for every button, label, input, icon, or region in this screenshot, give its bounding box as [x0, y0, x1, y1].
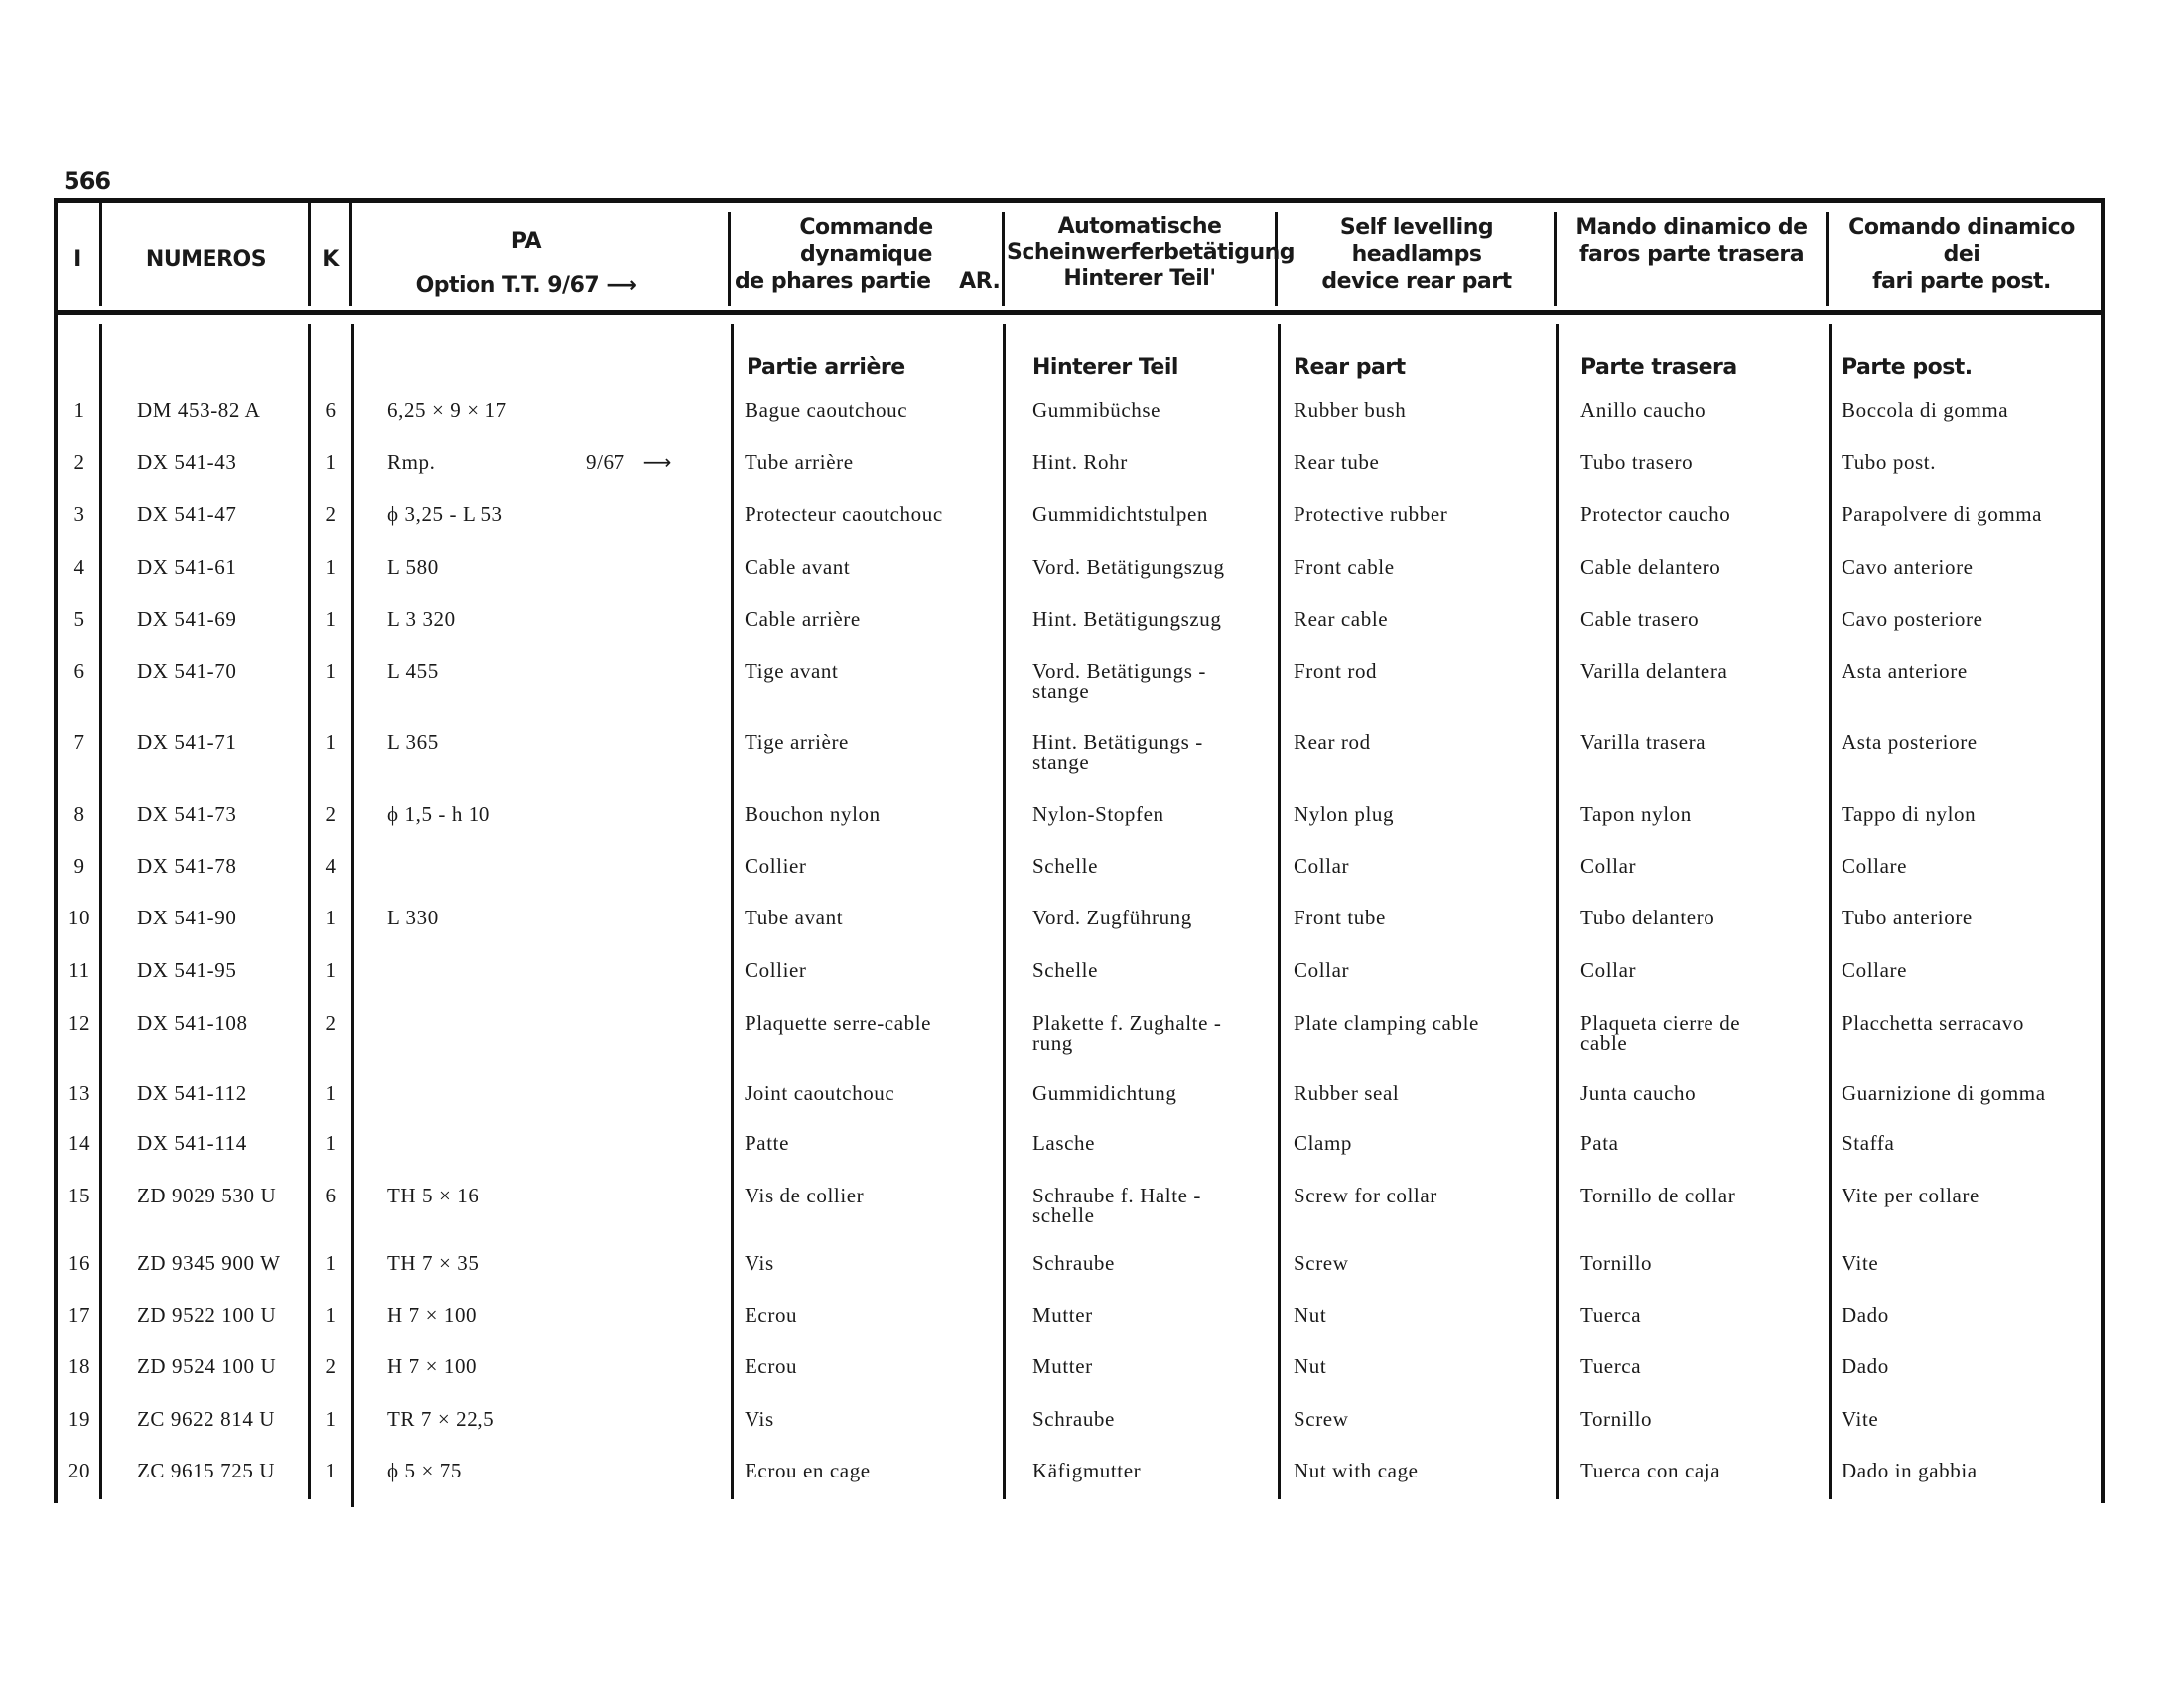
desc-english: Collar — [1294, 854, 1350, 878]
row-index: 4 — [73, 555, 85, 579]
quantity: 2 — [325, 802, 337, 826]
desc-german: Hint. Betätigungs - stange — [1032, 730, 1203, 774]
desc-german: Schraube — [1032, 1251, 1115, 1275]
row-index: 11 — [68, 958, 90, 982]
desc-spanish: Tornillo — [1580, 1251, 1653, 1275]
table-row — [0, 732, 2184, 772]
part-number: DX 541-43 — [137, 450, 237, 474]
desc-german: Vord. Betätigungszug — [1032, 555, 1225, 579]
quantity: 1 — [325, 555, 337, 579]
desc-german: Schelle — [1032, 958, 1099, 982]
desc-english: Front tube — [1294, 906, 1386, 929]
part-number: DX 541-78 — [137, 854, 237, 878]
quantity: 1 — [325, 730, 337, 754]
header-spanish: Mando dinamico de faros parte trasera — [1575, 215, 1808, 267]
quantity: 1 — [325, 450, 337, 474]
desc-german: Hint. Betätigungszug — [1032, 607, 1222, 631]
desc-english: Clamp — [1294, 1131, 1352, 1155]
desc-spanish: Plaqueta cierre de cable — [1580, 1011, 1741, 1055]
desc-german: Mutter — [1032, 1303, 1093, 1327]
row-index: 3 — [73, 502, 85, 526]
desc-french: Vis de collier — [745, 1184, 865, 1207]
desc-spanish: Tornillo — [1580, 1407, 1653, 1431]
desc-spanish: Collar — [1580, 854, 1637, 878]
desc-italian: Vite — [1842, 1251, 1879, 1275]
row-index: 9 — [73, 854, 85, 878]
table-row — [0, 400, 2184, 440]
dimensions: L 3 320 — [387, 607, 456, 631]
row-index: 19 — [68, 1407, 91, 1431]
part-number: ZD 9524 100 U — [137, 1354, 277, 1378]
dimension-note — [586, 452, 672, 473]
part-number: ZC 9615 725 U — [137, 1459, 276, 1482]
quantity: 1 — [325, 1407, 337, 1431]
desc-italian: Tubo post. — [1842, 450, 1937, 474]
desc-french: Tige avant — [745, 659, 839, 683]
dimensions: H 7 × 100 — [387, 1354, 478, 1378]
desc-german: Vord. Zugführung — [1032, 906, 1192, 929]
desc-italian: Asta anteriore — [1842, 659, 1968, 683]
table-row — [0, 1186, 2184, 1225]
desc-german: Gummidichtung — [1032, 1081, 1177, 1105]
column-divider — [349, 203, 352, 306]
table-row — [0, 908, 2184, 947]
row-index: 7 — [73, 730, 85, 754]
subheader-german: Hinterer Teil — [1032, 355, 1178, 380]
row-index: 12 — [68, 1011, 91, 1035]
header-numbers: NUMEROS — [145, 247, 267, 272]
column-divider — [308, 203, 311, 306]
desc-german: Schelle — [1032, 854, 1099, 878]
table-row — [0, 960, 2184, 1000]
column-divider — [1826, 212, 1829, 306]
desc-english: Nylon plug — [1294, 802, 1395, 826]
header-pa-title: PA — [510, 229, 542, 254]
desc-spanish: Pata — [1580, 1131, 1619, 1155]
quantity: 1 — [325, 1459, 337, 1482]
dimensions: TR 7 × 22,5 — [387, 1407, 495, 1431]
desc-italian: Tubo anteriore — [1842, 906, 1973, 929]
part-number: DX 541-47 — [137, 502, 237, 526]
desc-italian: Guarnizione di gomma — [1842, 1081, 2046, 1105]
desc-spanish: Junta caucho — [1580, 1081, 1697, 1105]
table-row — [0, 557, 2184, 597]
table-row — [0, 1305, 2184, 1344]
row-index: 6 — [73, 659, 85, 683]
desc-spanish: Varilla delantera — [1580, 659, 1728, 683]
header-italian: Comando dinamico dei fari parte post. — [1848, 215, 2075, 294]
desc-italian: Vite — [1842, 1407, 1879, 1431]
desc-spanish: Tubo delantero — [1580, 906, 1715, 929]
desc-french: Tige arrière — [745, 730, 849, 754]
part-number: DX 541-70 — [137, 659, 237, 683]
quantity: 2 — [325, 502, 337, 526]
desc-french: Collier — [745, 958, 807, 982]
quantity: 1 — [325, 1251, 337, 1275]
desc-german: Gummibüchse — [1032, 398, 1161, 422]
desc-italian: Asta posteriore — [1842, 730, 1978, 754]
quantity: 2 — [325, 1011, 337, 1035]
desc-spanish: Tuerca — [1580, 1354, 1642, 1378]
desc-italian: Collare — [1842, 854, 1908, 878]
desc-french: Ecrou — [745, 1303, 798, 1327]
subheader-french: Partie arrière — [747, 355, 905, 380]
part-number: DX 541-108 — [137, 1011, 248, 1035]
subheader-spanish: Parte trasera — [1580, 355, 1737, 380]
table-row — [0, 452, 2184, 492]
desc-spanish: Cable trasero — [1580, 607, 1700, 631]
row-index: 20 — [68, 1459, 91, 1482]
table-row — [0, 1013, 2184, 1053]
quantity: 1 — [325, 607, 337, 631]
table-row — [0, 804, 2184, 844]
row-index: 16 — [68, 1251, 91, 1275]
dimensions: L 365 — [387, 730, 439, 754]
column-divider — [1002, 212, 1005, 306]
desc-spanish: Tuerca — [1580, 1303, 1642, 1327]
dimensions: H 7 × 100 — [387, 1303, 478, 1327]
desc-italian: Boccola di gomma — [1842, 398, 2009, 422]
desc-spanish: Tornillo de collar — [1580, 1184, 1736, 1207]
desc-english: Rear rod — [1294, 730, 1371, 754]
desc-german: Vord. Betätigungs - stange — [1032, 659, 1206, 703]
desc-english: Screw for collar — [1294, 1184, 1437, 1207]
desc-english: Nut with cage — [1294, 1459, 1419, 1482]
row-index: 13 — [68, 1081, 91, 1105]
desc-english: Screw — [1294, 1251, 1349, 1275]
desc-french: Ecrou — [745, 1354, 798, 1378]
desc-english: Screw — [1294, 1407, 1349, 1431]
quantity: 6 — [325, 1184, 337, 1207]
header-english: Self levelling headlamps device rear part — [1321, 215, 1512, 294]
desc-german: Käfigmutter — [1032, 1459, 1142, 1482]
desc-german: Nylon-Stopfen — [1032, 802, 1164, 826]
desc-english: Protective rubber — [1294, 502, 1448, 526]
table-row — [0, 1461, 2184, 1500]
desc-french: Joint caoutchouc — [745, 1081, 895, 1105]
table-row — [0, 504, 2184, 544]
dimensions: Rmp. — [387, 450, 436, 474]
desc-spanish: Tapon nylon — [1580, 802, 1692, 826]
dimensions: L 455 — [387, 659, 439, 683]
desc-english: Plate clamping cable — [1294, 1011, 1479, 1035]
part-number: DX 541-61 — [137, 555, 237, 579]
desc-french: Bague caoutchouc — [745, 398, 908, 422]
dimension-note-text: 9/67 — [586, 450, 625, 474]
header-french: Commande dynamique de phares partie AR. — [735, 215, 1001, 294]
desc-english: Collar — [1294, 958, 1350, 982]
table-row — [0, 1253, 2184, 1293]
desc-italian: Collare — [1842, 958, 1908, 982]
row-index: 5 — [73, 607, 85, 631]
desc-italian: Tappo di nylon — [1842, 802, 1977, 826]
desc-english: Front cable — [1294, 555, 1395, 579]
right-arrow-icon: ⟶ — [642, 450, 673, 474]
header-index: I — [73, 247, 81, 272]
row-index: 2 — [73, 450, 85, 474]
quantity: 2 — [325, 1354, 337, 1378]
desc-english: Rubber bush — [1294, 398, 1407, 422]
column-divider — [728, 212, 731, 306]
part-number: ZD 9345 900 W — [137, 1251, 281, 1275]
desc-italian: Dado — [1842, 1354, 1889, 1378]
desc-french: Tube arrière — [745, 450, 854, 474]
desc-spanish: Collar — [1580, 958, 1637, 982]
row-index: 15 — [68, 1184, 91, 1207]
dimensions: L 330 — [387, 906, 439, 929]
desc-french: Collier — [745, 854, 807, 878]
quantity: 1 — [325, 1081, 337, 1105]
part-number: DX 541-90 — [137, 906, 237, 929]
desc-german: Hint. Rohr — [1032, 450, 1128, 474]
part-number: DX 541-112 — [137, 1081, 247, 1105]
desc-spanish: Protector caucho — [1580, 502, 1731, 526]
dimensions: TH 5 × 16 — [387, 1184, 479, 1207]
table-row — [0, 1409, 2184, 1449]
desc-italian: Dado — [1842, 1303, 1889, 1327]
desc-italian: Vite per collare — [1842, 1184, 1979, 1207]
desc-english: Front rod — [1294, 659, 1378, 683]
desc-english: Nut — [1294, 1354, 1327, 1378]
desc-french: Tube avant — [745, 906, 844, 929]
quantity: 1 — [325, 659, 337, 683]
header-pa-option: Option T.T. 9/67 ⟶ — [415, 273, 637, 298]
desc-french: Vis — [745, 1407, 774, 1431]
table-row — [0, 856, 2184, 896]
part-number: ZD 9522 100 U — [137, 1303, 277, 1327]
desc-german: Mutter — [1032, 1354, 1093, 1378]
desc-italian: Cavo anteriore — [1842, 555, 1974, 579]
desc-french: Vis — [745, 1251, 774, 1275]
dimensions: ϕ 5 × 75 — [387, 1459, 462, 1482]
table-row — [0, 1083, 2184, 1123]
quantity: 6 — [325, 398, 337, 422]
desc-german: Gummidichtstulpen — [1032, 502, 1209, 526]
desc-italian: Staffa — [1842, 1131, 1895, 1155]
desc-german: Schraube — [1032, 1407, 1115, 1431]
dimensions: 6,25 × 9 × 17 — [387, 398, 507, 422]
desc-italian: Dado in gabbia — [1842, 1459, 1978, 1482]
header-k: K — [322, 247, 339, 272]
desc-french: Patte — [745, 1131, 789, 1155]
column-divider — [1554, 212, 1557, 306]
part-number: DX 541-114 — [137, 1131, 247, 1155]
dimensions: L 580 — [387, 555, 439, 579]
part-number: DX 541-71 — [137, 730, 237, 754]
table-row — [0, 609, 2184, 648]
desc-english: Rubber seal — [1294, 1081, 1400, 1105]
part-number: DM 453-82 A — [137, 398, 261, 422]
row-index: 1 — [73, 398, 85, 422]
row-index: 10 — [68, 906, 91, 929]
desc-german: Lasche — [1032, 1131, 1096, 1155]
row-index: 14 — [68, 1131, 91, 1155]
desc-english: Nut — [1294, 1303, 1327, 1327]
desc-spanish: Anillo caucho — [1580, 398, 1706, 422]
desc-french: Ecrou en cage — [745, 1459, 871, 1482]
table-row — [0, 1356, 2184, 1396]
desc-spanish: Tuerca con caja — [1580, 1459, 1721, 1482]
desc-french: Protecteur caoutchouc — [745, 502, 943, 526]
table-row — [0, 661, 2184, 701]
desc-french: Bouchon nylon — [745, 802, 881, 826]
row-index: 17 — [68, 1303, 91, 1327]
part-number: DX 541-69 — [137, 607, 237, 631]
part-number: ZD 9029 530 U — [137, 1184, 277, 1207]
desc-english: Rear cable — [1294, 607, 1389, 631]
desc-french: Cable avant — [745, 555, 851, 579]
quantity: 4 — [325, 854, 337, 878]
desc-german: Schraube f. Halte - schelle — [1032, 1184, 1201, 1227]
desc-spanish: Tubo trasero — [1580, 450, 1694, 474]
page-number: 566 — [64, 167, 111, 195]
table-row — [0, 1133, 2184, 1173]
row-index: 18 — [68, 1354, 91, 1378]
subheader-english: Rear part — [1294, 355, 1406, 380]
dimensions: ϕ 3,25 - L 53 — [387, 502, 503, 526]
subheader-italian: Parte post. — [1842, 355, 1973, 380]
desc-german: Plakette f. Zughalte - rung — [1032, 1011, 1222, 1055]
header-divider — [54, 310, 2105, 315]
row-index: 8 — [73, 802, 85, 826]
dimensions: ϕ 1,5 - h 10 — [387, 802, 490, 826]
desc-english: Rear tube — [1294, 450, 1380, 474]
part-number: ZC 9622 814 U — [137, 1407, 276, 1431]
dimensions: TH 7 × 35 — [387, 1251, 479, 1275]
quantity: 1 — [325, 1303, 337, 1327]
desc-spanish: Cable delantero — [1580, 555, 1721, 579]
desc-french: Plaquette serre-cable — [745, 1011, 932, 1035]
quantity: 1 — [325, 1131, 337, 1155]
quantity: 1 — [325, 958, 337, 982]
part-number: DX 541-73 — [137, 802, 237, 826]
header-german: Automatische Scheinwerferbetätigung Hinterer Teil' — [1007, 214, 1296, 291]
desc-spanish: Varilla trasera — [1580, 730, 1706, 754]
column-divider — [99, 203, 102, 306]
quantity: 1 — [325, 906, 337, 929]
desc-italian: Parapolvere di gomma — [1842, 502, 2043, 526]
part-number: DX 541-95 — [137, 958, 237, 982]
desc-italian: Cavo posteriore — [1842, 607, 1983, 631]
desc-italian: Placchetta serracavo — [1842, 1011, 2024, 1035]
desc-french: Cable arrière — [745, 607, 861, 631]
